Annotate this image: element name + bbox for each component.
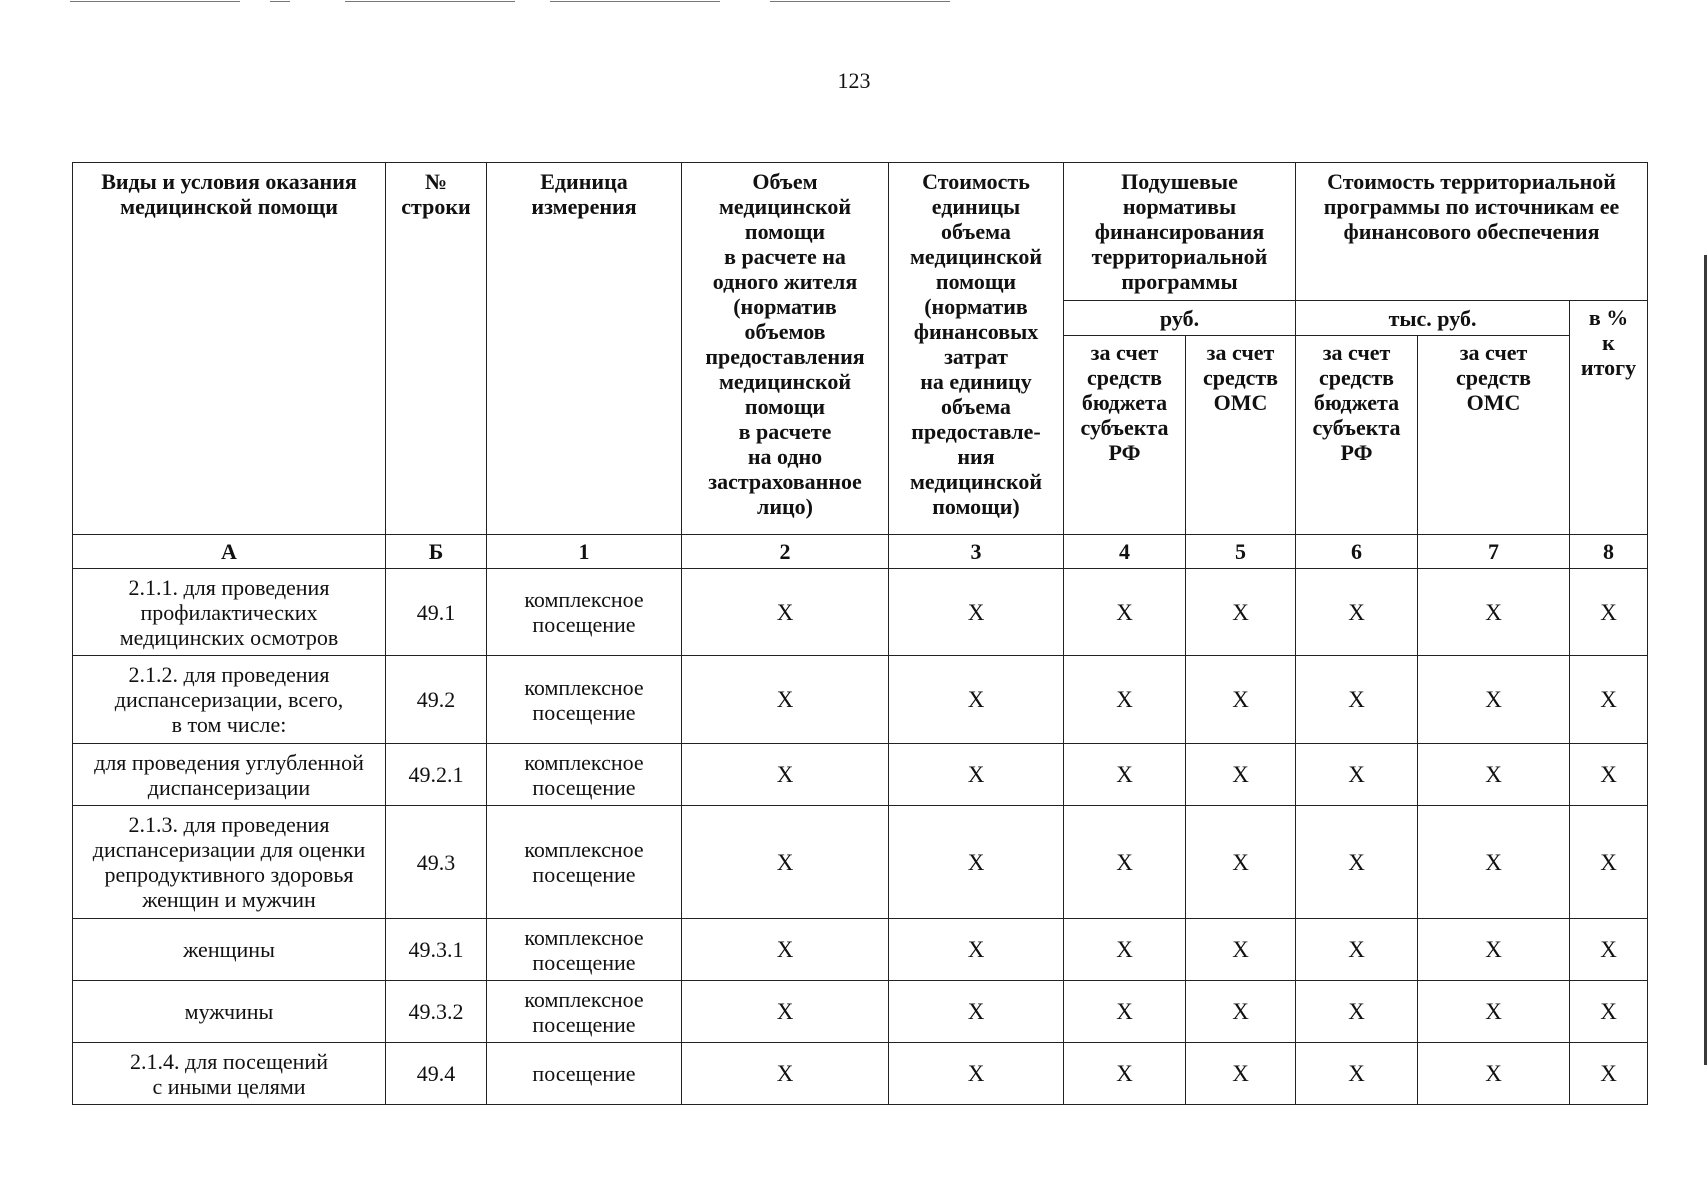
column-code: Б: [386, 535, 487, 569]
row-unit: комплексное посещение: [487, 656, 682, 744]
table-row: [73, 656, 1648, 744]
column-code: 1: [487, 535, 682, 569]
row-name: для проведения углубленной диспансеризации: [73, 744, 386, 806]
column-code: 5: [1186, 535, 1296, 569]
row-value: X: [1064, 569, 1186, 656]
row-value: X: [1186, 569, 1296, 656]
header-unit: Единица измерения: [487, 163, 682, 535]
row-value: X: [1296, 1043, 1418, 1105]
row-value: X: [1296, 744, 1418, 806]
row-value: X: [682, 919, 889, 981]
row-number: 49.2.1: [386, 744, 487, 806]
row-value: X: [889, 569, 1064, 656]
row-name: 2.1.1. для проведения профилактических медицинских осмотров: [73, 569, 386, 656]
header-volume: Объем медицинской помощи в расчете на одного жителя (норматив объемов предоставления медицинской помощи в расчете на одно застрахованное лицо): [682, 163, 889, 535]
row-value: X: [1418, 1043, 1570, 1105]
row-name: 2.1.2. для проведения диспансеризации, всего, в том числе:: [73, 656, 386, 744]
row-value: X: [889, 656, 1064, 744]
table-row: [73, 919, 1648, 981]
header-program-cost: Стоимость территориальной программы по источникам ее финансового обеспечения: [1296, 163, 1648, 301]
row-value: X: [1570, 744, 1648, 806]
table-row: [73, 744, 1648, 806]
row-value: X: [1570, 569, 1648, 656]
row-value: X: [1570, 656, 1648, 744]
row-value: X: [1418, 569, 1570, 656]
row-number: 49.3.2: [386, 981, 487, 1043]
row-value: X: [1296, 806, 1418, 919]
column-code: 4: [1064, 535, 1186, 569]
row-unit: комплексное посещение: [487, 806, 682, 919]
row-unit: комплексное посещение: [487, 981, 682, 1043]
row-number: 49.2: [386, 656, 487, 744]
row-value: X: [889, 981, 1064, 1043]
financing-table: [72, 162, 1648, 1105]
row-unit: посещение: [487, 1043, 682, 1105]
row-value: X: [682, 569, 889, 656]
row-value: X: [1186, 981, 1296, 1043]
column-codes-row: [73, 535, 1648, 569]
row-value: X: [1296, 569, 1418, 656]
scan-right-edge: [1704, 255, 1707, 1065]
table-header: [73, 163, 1648, 535]
row-number: 49.4: [386, 1043, 487, 1105]
row-value: X: [1064, 806, 1186, 919]
row-value: X: [1418, 981, 1570, 1043]
row-value: X: [1296, 656, 1418, 744]
header-percent: в % к итогу: [1570, 301, 1648, 535]
row-value: X: [682, 744, 889, 806]
row-value: X: [682, 656, 889, 744]
row-name: мужчины: [73, 981, 386, 1043]
row-value: X: [1064, 1043, 1186, 1105]
column-code: 7: [1418, 535, 1570, 569]
column-code: 8: [1570, 535, 1648, 569]
row-value: X: [1186, 806, 1296, 919]
row-value: X: [889, 744, 1064, 806]
row-name: 2.1.3. для проведения диспансеризации для оценки репродуктивного здоровья женщин и мужчин: [73, 806, 386, 919]
column-code: 6: [1296, 535, 1418, 569]
row-value: X: [1186, 919, 1296, 981]
row-value: X: [1064, 744, 1186, 806]
row-number: 49.1: [386, 569, 487, 656]
header-cost: Стоимость единицы объема медицинской помощи (норматив финансовых затрат на единицу объема предоставле- ния медицинской помощи): [889, 163, 1064, 535]
header-thous-rub: тыс. руб.: [1296, 301, 1570, 336]
table-row: [73, 569, 1648, 656]
row-number: 49.3.1: [386, 919, 487, 981]
row-name: 2.1.4. для посещений с иными целями: [73, 1043, 386, 1105]
column-code: 3: [889, 535, 1064, 569]
row-unit: комплексное посещение: [487, 569, 682, 656]
table-row: [73, 1043, 1648, 1105]
row-value: X: [1296, 981, 1418, 1043]
row-unit: комплексное посещение: [487, 919, 682, 981]
row-name: женщины: [73, 919, 386, 981]
header-budget-thous: за счет средств бюджета субъекта РФ: [1296, 336, 1418, 535]
row-unit: комплексное посещение: [487, 744, 682, 806]
row-value: X: [1418, 656, 1570, 744]
row-value: X: [1186, 656, 1296, 744]
scan-top-lines: [70, 0, 910, 4]
row-value: X: [682, 806, 889, 919]
row-value: X: [1570, 806, 1648, 919]
header-rub: руб.: [1064, 301, 1296, 336]
table-row: [73, 806, 1648, 919]
row-number: 49.3: [386, 806, 487, 919]
header-budget-rub: за счет средств бюджета субъекта РФ: [1064, 336, 1186, 535]
row-value: X: [682, 981, 889, 1043]
row-value: X: [1064, 656, 1186, 744]
column-code: 2: [682, 535, 889, 569]
row-value: X: [1186, 744, 1296, 806]
row-value: X: [1064, 919, 1186, 981]
header-row-no: № строки: [386, 163, 487, 535]
row-value: X: [1570, 919, 1648, 981]
row-value: X: [889, 806, 1064, 919]
table-body: [73, 535, 1648, 1105]
column-code: А: [73, 535, 386, 569]
row-value: X: [1570, 981, 1648, 1043]
table-row: [73, 981, 1648, 1043]
row-value: X: [682, 1043, 889, 1105]
header-kind: Виды и условия оказания медицинской помощи: [73, 163, 386, 535]
row-value: X: [1418, 744, 1570, 806]
row-value: X: [1418, 919, 1570, 981]
row-value: X: [889, 919, 1064, 981]
header-per-capita: Подушевые нормативы финансирования территориальной программы: [1064, 163, 1296, 301]
header-oms-rub: за счет средств ОМС: [1186, 336, 1296, 535]
page-number: 123: [837, 68, 871, 93]
row-value: X: [889, 1043, 1064, 1105]
row-value: X: [1570, 1043, 1648, 1105]
row-value: X: [1296, 919, 1418, 981]
header-oms-thous: за счет средств ОМС: [1418, 336, 1570, 535]
row-value: X: [1418, 806, 1570, 919]
row-value: X: [1186, 1043, 1296, 1105]
row-value: X: [1064, 981, 1186, 1043]
